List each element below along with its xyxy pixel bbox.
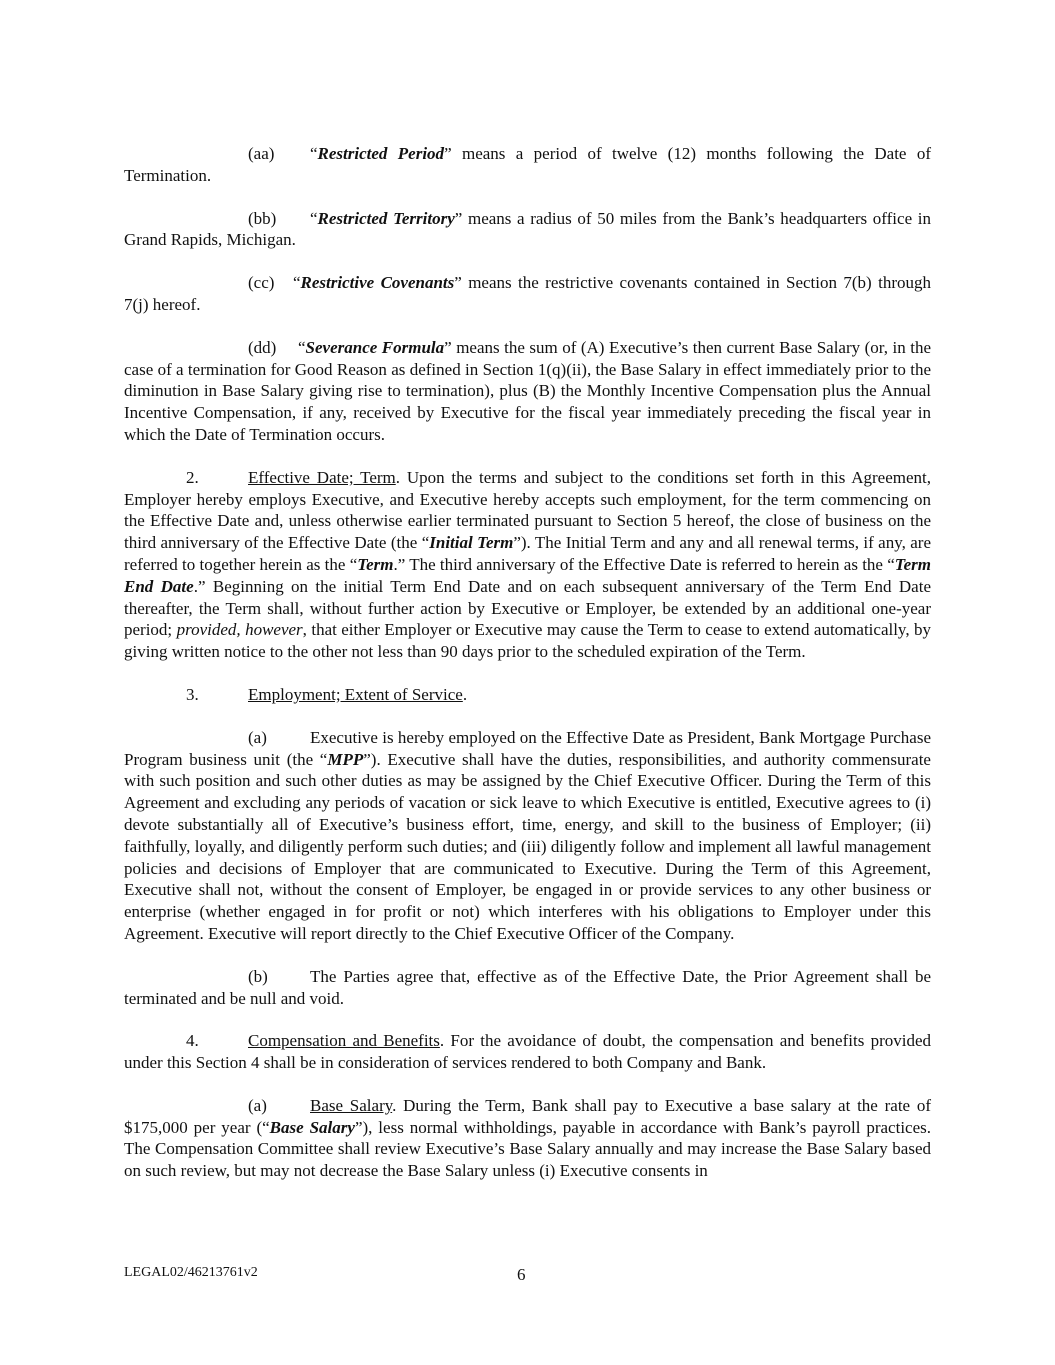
defined-term: Restricted Period: [317, 144, 445, 163]
section-3b: [124, 966, 931, 1010]
definition-text: ” means the restrictive covenants contained in Section 7(b) through 7(j) hereof.: [124, 273, 931, 314]
section-text: ”). The Initial Term and any and all renewal terms, if any, are referred to together herein as the “: [124, 533, 932, 574]
section-text: .” Beginning on the initial Term End Date and on each subsequent anniversary of the Term End Date thereafter, the Term shall, without further action by Executive or Employer, be extended by an additional one-year period;: [124, 576, 931, 640]
defined-term: Base Salary: [269, 1117, 355, 1137]
section-text: .: [462, 684, 468, 704]
definition-bb: [124, 208, 931, 252]
open-quote: “: [310, 208, 318, 228]
open-quote: “: [310, 144, 318, 163]
section-heading: Effective Date; Term: [248, 467, 396, 487]
definition-text: ” means the sum of (A) Executive’s then current Base Salary (or, in the case of a termination for Good Reason as defined in Section 1(q)(ii), the Base Salary in effect immediately prior to the diminution in Base Salary giving rise to termination), plus (B) the Monthly Incentive Compensation plus the Annual Incentive Compensation, if any, received by Executive for the fiscal year immediately preceding the fiscal year in which the Date of Termination occurs.: [124, 337, 931, 444]
section-3: [124, 684, 931, 706]
definition-cc: [124, 272, 931, 316]
section-heading: Compensation and Benefits: [248, 1031, 440, 1051]
defined-term: MPP: [327, 749, 364, 769]
section-heading: Employment; Extent of Service: [248, 684, 463, 704]
section-number: 2.: [186, 467, 199, 487]
subsection-heading: Base Salary: [310, 1095, 393, 1115]
definition-label: (dd): [248, 337, 277, 357]
section-4a: [124, 1095, 931, 1182]
section-text: . Upon the terms and subject to the conditions set forth in this Agreement, Employer hereby employs Executive, and Executive hereby accepts such employment, for the term commencing on the Effective Date and, unless otherwise earlier terminated pursuant to Section 5 hereof, the close of business on the third anniversary of the Effective Date (the “: [124, 467, 931, 553]
definition-label: (cc): [248, 273, 275, 293]
section-text: The Parties agree that, effective as of the Effective Date, the Prior Agreement shall be terminated and be null and void.: [124, 966, 931, 1008]
subsection-label: (a): [248, 1095, 267, 1115]
section-text: ”). Executive shall have the duties, responsibilities, and authority commensurate with such position and such other duties as may be assigned by the Chief Executive Officer. During the Term of this Agreement and excluding any periods of vacation or sick leave to which Executive is entitled, Executive agrees to (i) devote substantially all of Executive’s business effort, time, energy, and skill to the business of Employer; (ii) faithfully, loyally, and diligently perform such duties; and (iii) diligently follow and implement all lawful management policies and decisions of Employer that are communicated to Executive. During the Term of this Agreement, Executive shall not, without the consent of Employer, be engaged in or provide services to any other business or enterprise (whether engaged in for profit or not) which interferes with his obligations to Employer under this Agreement. Executive will report directly to the Chief Executive Officer of the Company.: [124, 749, 931, 943]
page-number: 6: [517, 1265, 526, 1284]
definition-aa: [124, 143, 931, 187]
section-4: [124, 1030, 931, 1074]
open-quote: “: [293, 273, 301, 293]
italic-phrase: provided, however: [176, 620, 303, 640]
section-text: . For the avoidance of doubt, the compensation and benefits provided under this Section 4 shall be in consideration of services rendered to both Company and Bank.: [124, 1031, 931, 1073]
document-page: [124, 143, 931, 1203]
subsection-label: (a): [248, 727, 267, 747]
definition-label: (bb): [248, 208, 277, 228]
section-text: . During the Term, Bank shall pay to Executive a base salary at the rate of $175,000 per year (“: [124, 1095, 932, 1137]
defined-term: Initial Term: [429, 533, 514, 553]
section-text: .” The third anniversary of the Effective Date is referred to herein as the “: [393, 554, 895, 574]
section-number: 3.: [186, 684, 199, 704]
defined-term: Term: [357, 554, 394, 574]
section-text: Executive is hereby employed on the Effective Date as President, Bank Mortgage Purchase Program business unit (the “: [124, 727, 931, 769]
definition-text: ” means a period of twelve (12) months following the Date of Termination.: [124, 144, 931, 185]
section-2: [124, 467, 931, 663]
definition-text: ” means a radius of 50 miles from the Bank’s headquarters office in Grand Rapids, Michigan.: [124, 208, 931, 250]
section-3a: [124, 727, 931, 945]
definition-label: (aa): [248, 144, 275, 163]
open-quote: “: [298, 337, 306, 357]
document-id: LEGAL02/46213761v2: [124, 1265, 258, 1280]
defined-term: Restricted Territory: [317, 208, 455, 228]
subsection-label: (b): [248, 966, 268, 986]
section-text: ”), less normal withholdings, payable in accordance with Bank’s payroll practices. The Compensation Committee shall review Executive’s Base Salary annually and may increase the Base Salary based on such review, but may not decrease the Base Salary unless (i) Executive consents in: [124, 1117, 932, 1181]
section-number: 4.: [186, 1031, 199, 1051]
section-text: , that either Employer or Executive may cause the Term to cease to extend automatically, by giving written notice to the other not less than 90 days prior to the scheduled expiration of the Term.: [124, 620, 932, 662]
defined-term: Restrictive Covenants: [300, 273, 455, 293]
definition-dd: [124, 337, 931, 446]
defined-term: Term End Date: [124, 554, 932, 596]
defined-term: Severance Formula: [305, 337, 445, 357]
